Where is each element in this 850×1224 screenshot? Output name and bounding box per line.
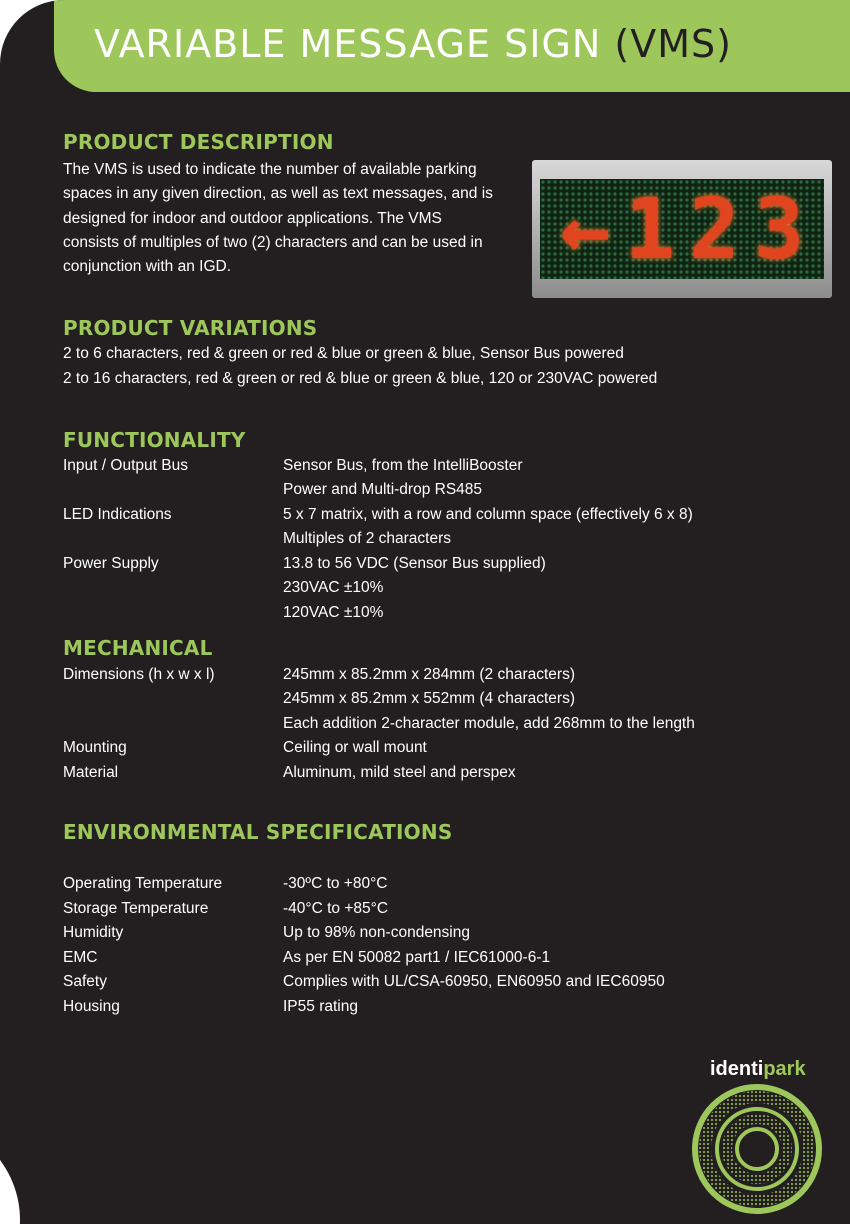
- spec-label: EMC: [63, 949, 98, 966]
- spec-value: As per EN 50082 part1 / IEC61000-6-1: [283, 949, 551, 966]
- spec-value: Multiples of 2 characters: [283, 530, 451, 548]
- spec-label: Input / Output Bus: [63, 457, 188, 474]
- brand-name-part2: park: [763, 1058, 806, 1080]
- vms-led-sign-photo: [532, 160, 832, 298]
- spec-label: Safety: [63, 973, 107, 990]
- spec-value: Ceiling or wall mount: [283, 739, 427, 756]
- identipark-logo-icon: [690, 1082, 824, 1216]
- spec-label: Dimensions (h x w x l): [63, 666, 215, 683]
- mechanical-heading: MECHANICAL: [63, 636, 213, 660]
- spec-value: -40°C to +85°C: [283, 900, 389, 917]
- spec-label: Power Supply: [63, 555, 159, 572]
- spec-label: Material: [63, 764, 119, 781]
- spec-value: IP55 rating: [283, 998, 358, 1015]
- functionality-heading: FUNCTIONALITY: [63, 428, 246, 452]
- spec-values: [283, 503, 693, 552]
- spec-label: Storage Temperature: [63, 900, 209, 917]
- variation-line: 2 to 16 characters, red & green or red & blue or green & blue, 120 or 230VAC powered: [63, 370, 658, 387]
- spec-value: 120VAC ±10%: [283, 603, 384, 621]
- page-corner-curve: [0, 1120, 20, 1224]
- environmental-heading: ENVIRONMENTAL SPECIFICATIONS: [63, 820, 453, 844]
- product-description-heading: PRODUCT DESCRIPTION: [63, 130, 334, 154]
- spec-values: [283, 995, 358, 1019]
- spec-label: Humidity: [63, 924, 124, 941]
- spec-value: Aluminum, mild steel and perspex: [283, 764, 516, 781]
- spec-values: [283, 454, 523, 503]
- spec-values: [283, 921, 470, 945]
- variation-line: 2 to 6 characters, red & green or red & blue or green & blue, Sensor Bus powered: [63, 345, 624, 362]
- brand-name-part1: identi: [710, 1058, 764, 1080]
- brand-name: [710, 1058, 806, 1081]
- spec-label: LED Indications: [63, 506, 172, 523]
- spec-values: [283, 970, 665, 994]
- spec-value: Power and Multi-drop RS485: [283, 481, 483, 499]
- spec-values: [283, 761, 516, 785]
- spec-value: 230VAC ±10%: [283, 579, 384, 597]
- spec-label: Housing: [63, 998, 120, 1015]
- spec-values: [283, 663, 695, 736]
- title-abbreviation: (VMS): [614, 22, 732, 66]
- spec-label: Mounting: [63, 739, 127, 756]
- title-main: VARIABLE MESSAGE SIGN: [94, 22, 602, 66]
- spec-values: [283, 946, 550, 970]
- spec-values: [283, 872, 387, 896]
- led-display-text: ←123: [560, 180, 819, 278]
- spec-value: Complies with UL/CSA-60950, EN60950 and IEC60950: [283, 973, 665, 990]
- spec-value: 245mm x 85.2mm x 552mm (4 characters): [283, 690, 576, 708]
- spec-value: Each addition 2-character module, add 268mm to the length: [283, 714, 695, 732]
- spec-value: 13.8 to 56 VDC (Sensor Bus supplied): [283, 555, 546, 572]
- page-title: [94, 22, 732, 66]
- spec-values: [283, 897, 388, 921]
- spec-value: 5 x 7 matrix, with a row and column space (effectively 6 x 8): [283, 506, 693, 523]
- spec-value: Sensor Bus, from the IntelliBooster: [283, 457, 523, 474]
- product-description-text: The VMS is used to indicate the number of available parking spaces in any given direction, as well as text messages, and is designed for indoor and outdoor applications. The VMS consists of multiples of two (2) characters and can be used in conjunction with an IGD.: [63, 161, 493, 276]
- spec-value: -30ºC to +80°C: [283, 875, 388, 892]
- spec-value: Up to 98% non-condensing: [283, 924, 470, 941]
- title-banner: [54, 0, 850, 92]
- led-matrix-display: [540, 179, 824, 279]
- spec-value: 245mm x 85.2mm x 284mm (2 characters): [283, 666, 576, 683]
- spec-label: Operating Temperature: [63, 875, 223, 892]
- spec-values: [283, 552, 546, 625]
- spec-values: [283, 736, 427, 760]
- product-variations-heading: PRODUCT VARIATIONS: [63, 316, 318, 340]
